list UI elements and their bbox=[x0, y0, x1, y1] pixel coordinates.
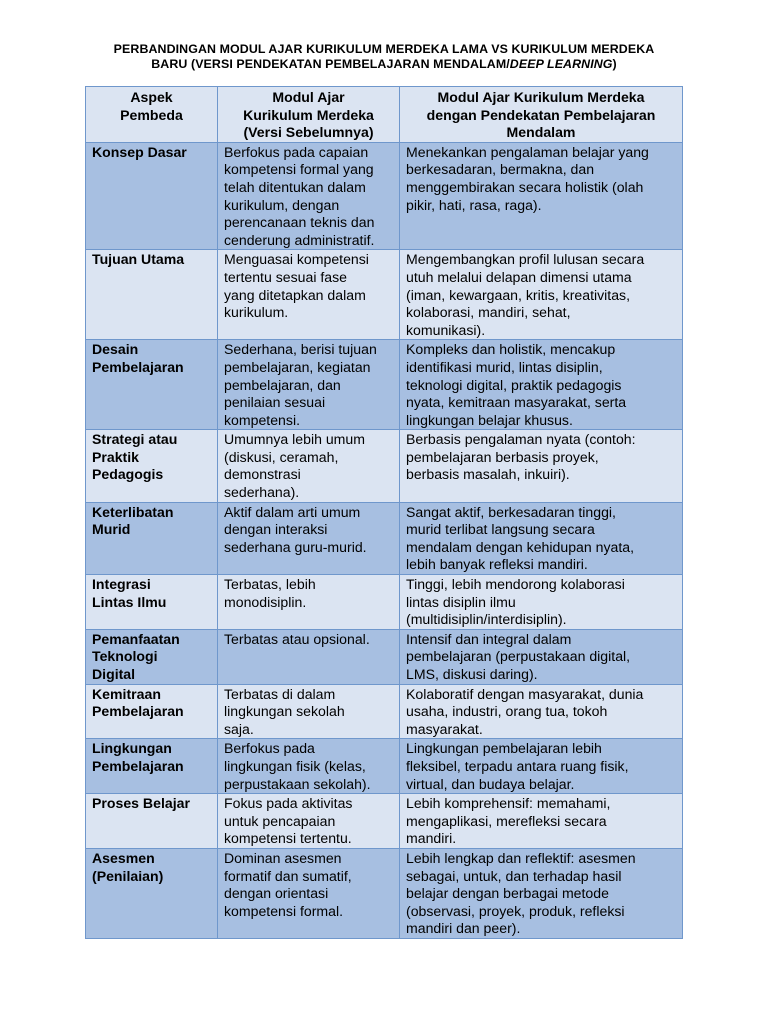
cell-aspek bbox=[86, 340, 218, 430]
cell-line: Kemitraan bbox=[92, 685, 161, 702]
cell-line: dengan orientasi bbox=[224, 885, 329, 902]
cell-aspek bbox=[86, 794, 218, 849]
table-row bbox=[86, 575, 683, 630]
title-line-2-italic: DEEP LEARNING bbox=[509, 57, 613, 71]
cell-line: Asesmen bbox=[92, 849, 155, 866]
cell-modul-baru bbox=[400, 430, 683, 502]
cell-modul-baru bbox=[400, 502, 683, 574]
cell-line: Dominan asesmen bbox=[224, 849, 342, 866]
cell-aspek bbox=[86, 575, 218, 630]
cell-line: utuh melalui delapan dimensi utama bbox=[406, 268, 632, 285]
cell-modul-baru bbox=[400, 250, 683, 340]
cell-line: Pembelajaran bbox=[92, 757, 184, 774]
cell-line: mengaplikasi, merefleksi secara bbox=[406, 812, 607, 829]
cell-line: (diskusi, ceramah, bbox=[224, 448, 339, 465]
cell-modul-baru bbox=[400, 739, 683, 794]
cell-line: pembelajaran berbasis proyek, bbox=[406, 448, 599, 465]
cell-line: Konsep Dasar bbox=[92, 143, 187, 160]
table-row bbox=[86, 684, 683, 739]
cell-line: Tinggi, lebih mendorong kolaborasi bbox=[406, 576, 625, 593]
cell-line: komunikasi). bbox=[406, 321, 486, 338]
cell-line: Sangat aktif, berkesadaran tinggi, bbox=[406, 503, 616, 520]
cell-modul-lama bbox=[218, 502, 400, 574]
cell-line: Berbasis pengalaman nyata (contoh: bbox=[406, 431, 636, 448]
cell-line: Pembelajaran bbox=[92, 703, 184, 720]
cell-line: yang ditetapkan dalam bbox=[224, 286, 366, 303]
title-line-2 bbox=[60, 57, 708, 72]
cell-line: pembelajaran (perpustakaan digital, bbox=[406, 648, 631, 665]
cell-line: Lebih komprehensif: memahami, bbox=[406, 795, 611, 812]
cell-line: Pedagogis bbox=[92, 466, 164, 483]
cell-modul-lama bbox=[218, 794, 400, 849]
header-line: Modul Ajar bbox=[272, 89, 345, 105]
cell-line: mandiri dan peer). bbox=[406, 920, 521, 937]
cell-line: mandiri. bbox=[406, 830, 457, 847]
cell-line: lebih banyak refleksi mandiri. bbox=[406, 556, 588, 573]
cell-modul-baru bbox=[400, 340, 683, 430]
cell-line: Praktik bbox=[92, 448, 140, 465]
header-line: Kurikulum Merdeka bbox=[243, 106, 374, 123]
cell-line: lintas disiplin ilmu bbox=[406, 593, 516, 610]
cell-line: perpustakaan sekolah). bbox=[224, 775, 371, 792]
cell-modul-lama bbox=[218, 848, 400, 938]
cell-aspek bbox=[86, 502, 218, 574]
cell-line: Terbatas di dalam bbox=[224, 685, 336, 702]
cell-modul-baru bbox=[400, 575, 683, 630]
cell-modul-lama bbox=[218, 142, 400, 250]
cell-line: masyarakat. bbox=[406, 720, 483, 737]
cell-line: mendalam dengan kehidupan nyata, bbox=[406, 538, 635, 555]
cell-line: LMS, diskusi daring). bbox=[406, 666, 538, 682]
cell-line: monodisiplin. bbox=[224, 593, 307, 610]
cell-line: lingkungan belajar khusus. bbox=[406, 411, 573, 428]
header-line: Pembeda bbox=[120, 106, 183, 123]
cell-line: kurikulum, dengan bbox=[224, 196, 340, 213]
table-row bbox=[86, 739, 683, 794]
cell-aspek bbox=[86, 629, 218, 684]
cell-line: pembelajaran, kegiatan bbox=[224, 358, 371, 375]
title-line-2-end: ) bbox=[612, 57, 617, 71]
table-row bbox=[86, 794, 683, 849]
cell-line: Proses Belajar bbox=[92, 795, 190, 812]
comparison-table bbox=[85, 86, 683, 939]
cell-line: sederhana guru-murid. bbox=[224, 538, 367, 555]
cell-line: kompetensi formal yang bbox=[224, 161, 374, 178]
cell-line: identifikasi murid, lintas disiplin, bbox=[406, 358, 603, 375]
cell-line: menggembirakan secara holistik (olah bbox=[406, 178, 644, 195]
cell-line: untuk pencapaian bbox=[224, 812, 336, 829]
cell-modul-baru bbox=[400, 794, 683, 849]
cell-line: fleksibel, terpadu antara ruang fisik, bbox=[406, 757, 629, 774]
header-line: dengan Pendekatan Pembelajaran bbox=[426, 106, 656, 123]
cell-line: kompetensi. bbox=[224, 411, 300, 428]
cell-line: Terbatas atau opsional. bbox=[224, 630, 370, 647]
cell-line: pikir, hati, rasa, raga). bbox=[406, 196, 542, 213]
cell-modul-lama bbox=[218, 684, 400, 739]
cell-line: formatif dan sumatif, bbox=[224, 867, 352, 884]
cell-modul-baru bbox=[400, 684, 683, 739]
cell-modul-lama bbox=[218, 739, 400, 794]
cell-line: berkesadaran, bermakna, dan bbox=[406, 161, 595, 178]
cell-line: Murid bbox=[92, 521, 131, 538]
cell-line: Teknologi bbox=[92, 648, 158, 665]
cell-line: Lingkungan bbox=[92, 740, 172, 757]
table-row bbox=[86, 142, 683, 250]
cell-line: Digital bbox=[92, 666, 136, 682]
header-line: (Versi Sebelumnya) bbox=[243, 124, 374, 141]
cell-modul-lama bbox=[218, 575, 400, 630]
cell-line: penilaian sesuai bbox=[224, 394, 326, 411]
cell-line: Menguasai kompetensi bbox=[224, 251, 369, 268]
cell-line: teknologi digital, praktik pedagogis bbox=[406, 376, 622, 393]
cell-line: Menekankan pengalaman belajar yang bbox=[406, 143, 649, 160]
cell-line: pembelajaran, dan bbox=[224, 376, 341, 393]
cell-line: telah ditentukan dalam bbox=[224, 178, 366, 195]
cell-line: Lintas Ilmu bbox=[92, 593, 167, 610]
cell-line: Umumnya lebih umum bbox=[224, 431, 365, 448]
cell-line: Pemanfaatan bbox=[92, 630, 180, 647]
cell-line: saja. bbox=[224, 720, 254, 737]
cell-line: demonstrasi bbox=[224, 466, 301, 483]
cell-line: lingkungan fisik (kelas, bbox=[224, 757, 366, 774]
cell-line: (Penilaian) bbox=[92, 867, 164, 884]
table-body bbox=[86, 142, 683, 938]
table-row bbox=[86, 629, 683, 684]
header-aspek-pembeda bbox=[86, 87, 218, 143]
cell-line: (observasi, proyek, produk, refleksi bbox=[406, 902, 625, 919]
header-line: Modul Ajar Kurikulum Merdeka bbox=[437, 89, 645, 105]
cell-line: Aktif dalam arti umum bbox=[224, 503, 361, 520]
cell-line: Terbatas, lebih bbox=[224, 576, 316, 593]
cell-aspek bbox=[86, 848, 218, 938]
cell-line: (iman, kewargaan, kritis, kreativitas, bbox=[406, 286, 631, 303]
cell-line: Berfokus pada bbox=[224, 740, 315, 757]
cell-line: Lingkungan pembelajaran lebih bbox=[406, 740, 602, 757]
cell-line: kolaborasi, mandiri, sehat, bbox=[406, 304, 571, 321]
cell-line: nyata, kemitraan masyarakat, serta bbox=[406, 394, 627, 411]
cell-modul-lama bbox=[218, 340, 400, 430]
cell-aspek bbox=[86, 430, 218, 502]
cell-modul-lama bbox=[218, 250, 400, 340]
cell-line: Kolaboratif dengan masyarakat, dunia bbox=[406, 685, 644, 702]
header-line: Mendalam bbox=[506, 124, 576, 141]
cell-line: Fokus pada aktivitas bbox=[224, 795, 353, 812]
cell-modul-baru bbox=[400, 142, 683, 250]
cell-modul-lama bbox=[218, 430, 400, 502]
cell-line: tertentu sesuai fase bbox=[224, 268, 348, 285]
cell-line: berbasis masalah, inkuiri). bbox=[406, 466, 570, 483]
cell-line: dengan interaksi bbox=[224, 521, 328, 538]
table-row bbox=[86, 340, 683, 430]
cell-line: Berfokus pada capaian bbox=[224, 143, 369, 160]
header-modul-baru bbox=[400, 87, 683, 143]
cell-line: Keterlibatan bbox=[92, 503, 174, 520]
cell-line: Tujuan Utama bbox=[92, 251, 185, 268]
title-line-2-start: BARU (VERSI PENDEKATAN PEMBELAJARAN MENDALAM/ bbox=[151, 57, 510, 71]
cell-aspek bbox=[86, 739, 218, 794]
cell-line: Desain bbox=[92, 341, 139, 358]
cell-line: Lebih lengkap dan reflektif: asesmen bbox=[406, 849, 636, 866]
cell-line: belajar dengan berbagai metode bbox=[406, 885, 609, 902]
cell-aspek bbox=[86, 684, 218, 739]
header-line: Aspek bbox=[130, 89, 173, 105]
cell-modul-lama bbox=[218, 629, 400, 684]
cell-line: Strategi atau bbox=[92, 431, 178, 448]
cell-line: usaha, industri, orang tua, tokoh bbox=[406, 703, 608, 720]
document-title bbox=[60, 42, 708, 72]
table-row bbox=[86, 502, 683, 574]
cell-modul-baru bbox=[400, 629, 683, 684]
cell-line: kompetensi tertentu. bbox=[224, 830, 352, 847]
cell-line: Kompleks dan holistik, mencakup bbox=[406, 341, 616, 358]
title-line-1: PERBANDINGAN MODUL AJAR KURIKULUM MERDEKA LAMA VS KURIKULUM MERDEKA bbox=[113, 42, 655, 56]
cell-line: virtual, dan budaya belajar. bbox=[406, 775, 575, 792]
cell-line: kompetensi formal. bbox=[224, 902, 344, 919]
cell-line: kurikulum. bbox=[224, 304, 289, 321]
cell-aspek bbox=[86, 250, 218, 340]
cell-line: murid terlibat langsung secara bbox=[406, 521, 595, 538]
cell-line: cenderung administratif. bbox=[224, 231, 375, 248]
cell-line: Sederhana, berisi tujuan bbox=[224, 341, 377, 358]
cell-line: Pembelajaran bbox=[92, 358, 184, 375]
header-modul-lama bbox=[218, 87, 400, 143]
table-row bbox=[86, 848, 683, 938]
cell-line: sederhana). bbox=[224, 484, 300, 501]
cell-line: Mengembangkan profil lulusan secara bbox=[406, 251, 645, 268]
cell-line: Intensif dan integral dalam bbox=[406, 630, 572, 647]
table-row bbox=[86, 430, 683, 502]
cell-line: sebagai, untuk, dan terhadap hasil bbox=[406, 867, 622, 884]
cell-aspek bbox=[86, 142, 218, 250]
cell-line: Integrasi bbox=[92, 576, 151, 593]
cell-line: perencanaan teknis dan bbox=[224, 214, 375, 231]
cell-modul-baru bbox=[400, 848, 683, 938]
table-header-row bbox=[86, 87, 683, 143]
cell-line: lingkungan sekolah bbox=[224, 703, 345, 720]
table-row bbox=[86, 250, 683, 340]
cell-line: (multidisiplin/interdisiplin). bbox=[406, 611, 567, 628]
